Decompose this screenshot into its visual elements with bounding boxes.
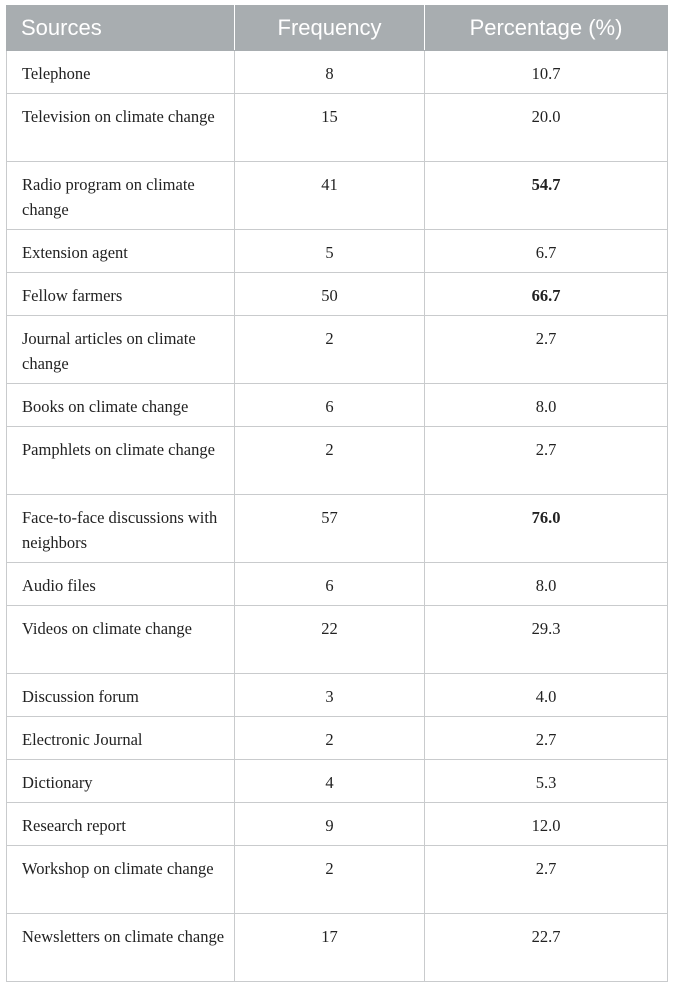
table-row [7, 846, 668, 914]
source-cell: Dictionary [7, 760, 235, 803]
sources-table [6, 5, 668, 982]
table-row [7, 94, 668, 162]
percentage-cell: 2.7 [425, 846, 668, 914]
table-row [7, 384, 668, 427]
frequency-cell: 50 [235, 273, 425, 316]
percentage-cell: 76.0 [425, 495, 668, 563]
header-frequency: Frequency [235, 6, 425, 51]
percentage-cell: 54.7 [425, 162, 668, 230]
table-row [7, 316, 668, 384]
table-row [7, 914, 668, 982]
frequency-cell: 2 [235, 717, 425, 760]
percentage-cell: 5.3 [425, 760, 668, 803]
frequency-cell: 8 [235, 51, 425, 94]
table-row [7, 760, 668, 803]
frequency-cell: 3 [235, 674, 425, 717]
frequency-cell: 2 [235, 427, 425, 495]
percentage-cell: 8.0 [425, 384, 668, 427]
percentage-cell: 2.7 [425, 316, 668, 384]
source-cell: Newsletters on climate change [7, 914, 235, 982]
frequency-cell: 2 [235, 316, 425, 384]
source-cell: Fellow farmers [7, 273, 235, 316]
source-cell: Pamphlets on climate change [7, 427, 235, 495]
source-cell: Television on climate change [7, 94, 235, 162]
source-cell: Radio program on climate change [7, 162, 235, 230]
frequency-cell: 6 [235, 563, 425, 606]
table-row [7, 427, 668, 495]
source-cell: Research report [7, 803, 235, 846]
sources-table-container [6, 5, 667, 982]
percentage-cell: 66.7 [425, 273, 668, 316]
source-cell: Audio files [7, 563, 235, 606]
table-row [7, 674, 668, 717]
table-header-row [7, 6, 668, 51]
table-row [7, 803, 668, 846]
percentage-cell: 4.0 [425, 674, 668, 717]
percentage-cell: 20.0 [425, 94, 668, 162]
frequency-cell: 41 [235, 162, 425, 230]
header-percentage: Percentage (%) [425, 6, 668, 51]
frequency-cell: 22 [235, 606, 425, 674]
table-row [7, 51, 668, 94]
percentage-cell: 2.7 [425, 427, 668, 495]
table-row [7, 162, 668, 230]
source-cell: Electronic Journal [7, 717, 235, 760]
table-row [7, 495, 668, 563]
percentage-cell: 10.7 [425, 51, 668, 94]
percentage-cell: 2.7 [425, 717, 668, 760]
percentage-cell: 6.7 [425, 230, 668, 273]
frequency-cell: 5 [235, 230, 425, 273]
source-cell: Extension agent [7, 230, 235, 273]
frequency-cell: 9 [235, 803, 425, 846]
percentage-cell: 22.7 [425, 914, 668, 982]
percentage-cell: 29.3 [425, 606, 668, 674]
source-cell: Face-to-face discussions with neighbors [7, 495, 235, 563]
frequency-cell: 57 [235, 495, 425, 563]
percentage-cell: 8.0 [425, 563, 668, 606]
header-sources: Sources [7, 6, 235, 51]
frequency-cell: 15 [235, 94, 425, 162]
source-cell: Videos on climate change [7, 606, 235, 674]
frequency-cell: 17 [235, 914, 425, 982]
table-row [7, 563, 668, 606]
table-row [7, 606, 668, 674]
source-cell: Discussion forum [7, 674, 235, 717]
table-row [7, 717, 668, 760]
source-cell: Workshop on climate change [7, 846, 235, 914]
source-cell: Journal articles on climate change [7, 316, 235, 384]
table-row [7, 230, 668, 273]
source-cell: Books on climate change [7, 384, 235, 427]
percentage-cell: 12.0 [425, 803, 668, 846]
table-row [7, 273, 668, 316]
frequency-cell: 6 [235, 384, 425, 427]
frequency-cell: 2 [235, 846, 425, 914]
source-cell: Telephone [7, 51, 235, 94]
frequency-cell: 4 [235, 760, 425, 803]
